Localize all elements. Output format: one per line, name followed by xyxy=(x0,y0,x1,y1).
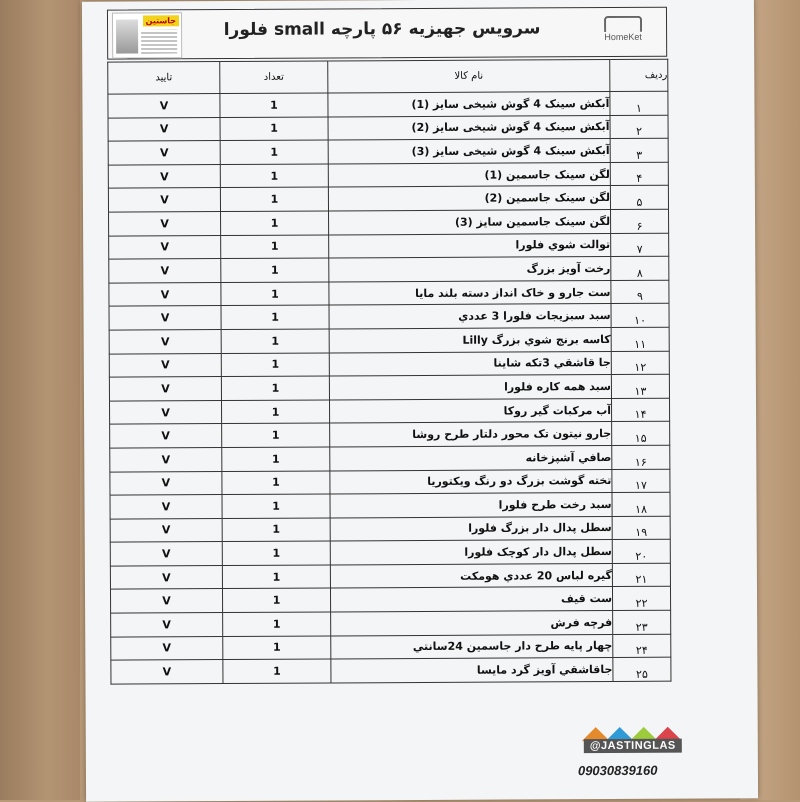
approve-cell: V xyxy=(110,400,222,424)
store-logo xyxy=(112,12,182,58)
qty-cell: 1 xyxy=(220,140,328,164)
table-row xyxy=(109,327,669,354)
row-no-cell: ۱ xyxy=(610,91,668,115)
qty-cell: 1 xyxy=(222,588,330,612)
qty-cell: 1 xyxy=(221,211,329,235)
qty-cell: 1 xyxy=(222,447,330,471)
item-name-cell: فرچه فرش xyxy=(331,611,613,636)
item-name-cell: سطل پدال دار بزرگ فلورا xyxy=(330,516,612,541)
qty-cell: 1 xyxy=(222,423,330,447)
row-no-cell: ۲۳ xyxy=(613,610,671,634)
item-name-cell: ست قيف xyxy=(330,587,612,612)
row-no-cell: ۱۳ xyxy=(611,374,669,398)
table-row xyxy=(110,492,670,519)
table-row xyxy=(110,539,670,566)
approve-cell: V xyxy=(111,660,223,684)
qty-cell: 1 xyxy=(221,305,329,329)
instagram-handle: @JASTINGLAS xyxy=(584,739,682,754)
qty-cell: 1 xyxy=(221,235,329,259)
approve-cell: V xyxy=(109,282,221,306)
qty-cell: 1 xyxy=(223,659,331,683)
item-name-cell: آبکش سینک 4 گوش شیخی سایز (3) xyxy=(328,139,610,164)
item-name-cell: ست جارو و خاک انداز دسته بلند مايا xyxy=(329,280,611,305)
table-row xyxy=(110,398,670,425)
item-name-cell: لگن سینک جاسمین (2) xyxy=(328,186,610,211)
store-logo-image xyxy=(116,19,138,53)
item-name-cell: جاقاشقي آويز گرد مايسا xyxy=(331,658,613,683)
item-name-cell: جارو نيتون تک محور دلتار طرح روشا xyxy=(330,422,612,447)
table-row xyxy=(109,209,669,236)
qty-cell: 1 xyxy=(220,164,328,188)
row-no-cell: ۸ xyxy=(611,256,669,280)
approve-cell: V xyxy=(110,424,222,448)
row-no-cell: ۲۲ xyxy=(612,587,670,611)
table-row xyxy=(109,351,669,378)
qty-cell: 1 xyxy=(223,636,331,660)
store-logo-lines xyxy=(141,29,177,53)
approve-cell: V xyxy=(110,495,222,519)
sheet-header xyxy=(107,7,667,60)
qty-cell: 1 xyxy=(222,565,330,589)
row-no-cell: ۱۲ xyxy=(611,351,669,375)
approve-cell: V xyxy=(110,518,222,542)
table-row xyxy=(109,374,669,401)
qty-cell: 1 xyxy=(221,400,329,424)
item-name-cell: تخته گوشت بزرگ دو رنگ ويکتوريا xyxy=(330,469,612,494)
qty-cell: 1 xyxy=(222,494,330,518)
approve-cell: V xyxy=(108,164,220,188)
col-qty: تعداد xyxy=(220,61,328,94)
item-name-cell: سبد همه کاره فلورا xyxy=(329,375,611,400)
qty-cell: 1 xyxy=(222,541,330,565)
approve-cell: V xyxy=(108,141,220,165)
table-row xyxy=(109,304,669,331)
row-no-cell: ۱۴ xyxy=(611,398,669,422)
store-badge: جاستین xyxy=(143,15,179,26)
approve-cell: V xyxy=(110,565,222,589)
table-row xyxy=(108,91,668,118)
row-no-cell: ۲۵ xyxy=(613,657,671,681)
approve-cell: V xyxy=(109,235,221,259)
item-name-cell: توالت شوي فلورا xyxy=(329,233,611,258)
row-no-cell: ۷ xyxy=(611,233,669,257)
item-name-cell: سبد سبزیجات فلورا 3 عددي xyxy=(329,304,611,329)
item-name-cell: صافي آشپزخانه xyxy=(330,445,612,470)
approve-cell: V xyxy=(110,471,222,495)
row-no-cell: ۲۱ xyxy=(612,563,670,587)
table-row xyxy=(108,138,668,165)
invoice-sheet xyxy=(107,7,671,696)
row-no-cell: ۴ xyxy=(610,162,668,186)
table-row xyxy=(111,657,671,684)
row-no-cell: ۱۹ xyxy=(612,516,670,540)
item-name-cell: لگن سینک جاسمین (1) xyxy=(328,162,610,187)
qty-cell: 1 xyxy=(221,376,329,400)
qty-cell: 1 xyxy=(221,282,329,306)
table-row xyxy=(110,422,670,449)
table-row xyxy=(109,233,669,260)
item-name-cell: سطل پدال دار کوچک فلورا xyxy=(330,540,612,565)
brand-logo-text: HomeKet xyxy=(604,31,642,43)
qty-cell: 1 xyxy=(222,518,330,542)
items-table xyxy=(107,59,671,685)
approve-cell: V xyxy=(111,636,223,660)
qty-cell: 1 xyxy=(221,329,329,353)
table-row xyxy=(108,162,668,189)
item-name-cell: چهار پايه طرح دار جاسمين 24سانتي xyxy=(331,634,613,659)
approve-cell: V xyxy=(110,447,222,471)
col-approve: تایید xyxy=(108,62,220,95)
table-row xyxy=(110,587,670,614)
col-row-no: ردیف xyxy=(610,59,668,91)
approve-cell: V xyxy=(111,613,223,637)
item-name-cell: آب مرکبات گير روکا xyxy=(329,398,611,423)
table-row xyxy=(110,516,670,543)
table-row xyxy=(111,634,671,661)
row-no-cell: ۲۰ xyxy=(612,539,670,563)
item-name-cell: گيره لباس 20 عددي هومکت xyxy=(330,563,612,588)
brand-logo xyxy=(588,16,658,50)
row-no-cell: ۱۱ xyxy=(611,327,669,351)
row-no-cell: ۱۸ xyxy=(612,492,670,516)
qty-cell: 1 xyxy=(221,258,329,282)
qty-cell: 1 xyxy=(222,470,330,494)
approve-cell: V xyxy=(108,94,220,118)
table-row xyxy=(110,563,670,590)
table-header-row xyxy=(108,59,668,94)
row-no-cell: ۱۰ xyxy=(611,304,669,328)
qty-cell: 1 xyxy=(220,187,328,211)
row-no-cell: ۱۷ xyxy=(612,469,670,493)
approve-cell: V xyxy=(110,589,222,613)
footer-contact xyxy=(576,727,706,788)
col-name: نام کالا xyxy=(328,60,610,93)
approve-cell: V xyxy=(108,188,220,212)
approve-cell: V xyxy=(110,542,222,566)
table-row xyxy=(111,610,671,637)
qty-cell: 1 xyxy=(220,93,328,117)
item-name-cell: سبد رخت طرح فلورا xyxy=(330,493,612,518)
approve-cell: V xyxy=(109,353,221,377)
row-no-cell: ۳ xyxy=(610,138,668,162)
item-name-cell: جا قاشقي 3تکه شاينا xyxy=(329,351,611,376)
item-name-cell: کاسه برنج شوي بزرگ Lilly xyxy=(329,327,611,352)
table-row xyxy=(110,445,670,472)
item-name-cell: لگن سینک جاسمین سایز (3) xyxy=(329,209,611,234)
approve-cell: V xyxy=(109,212,221,236)
item-name-cell: رخت آويز بزرگ xyxy=(329,257,611,282)
paper-sheet xyxy=(82,0,758,802)
qty-cell: 1 xyxy=(220,117,328,141)
approve-cell: V xyxy=(109,329,221,353)
qty-cell: 1 xyxy=(223,612,331,636)
house-icon xyxy=(604,16,642,32)
row-no-cell: ۲۴ xyxy=(613,634,671,658)
approve-cell: V xyxy=(109,259,221,283)
table-row xyxy=(108,186,668,213)
approve-cell: V xyxy=(108,117,220,141)
background-cardboard-left xyxy=(0,0,80,800)
table-row xyxy=(109,280,669,307)
row-no-cell: ۵ xyxy=(610,186,668,210)
row-no-cell: ۱۶ xyxy=(612,445,670,469)
table-body xyxy=(108,91,671,684)
row-no-cell: ۲ xyxy=(610,115,668,139)
item-name-cell: آبکش سینک 4 گوش شیخی سایز (2) xyxy=(328,115,610,140)
table-row xyxy=(108,115,668,142)
approve-cell: V xyxy=(109,306,221,330)
row-no-cell: ۹ xyxy=(611,280,669,304)
row-no-cell: ۱۵ xyxy=(612,422,670,446)
page-title: سرویس جهیزیه ۵۶ پارچه small فلورا xyxy=(223,18,541,41)
table-row xyxy=(109,256,669,283)
item-name-cell: آبکش سینک 4 گوش شیخی سایز (1) xyxy=(328,92,610,117)
row-no-cell: ۶ xyxy=(611,209,669,233)
qty-cell: 1 xyxy=(221,353,329,377)
table-row xyxy=(110,469,670,496)
approve-cell: V xyxy=(109,377,221,401)
phone-number: 09030839160 xyxy=(577,762,658,779)
